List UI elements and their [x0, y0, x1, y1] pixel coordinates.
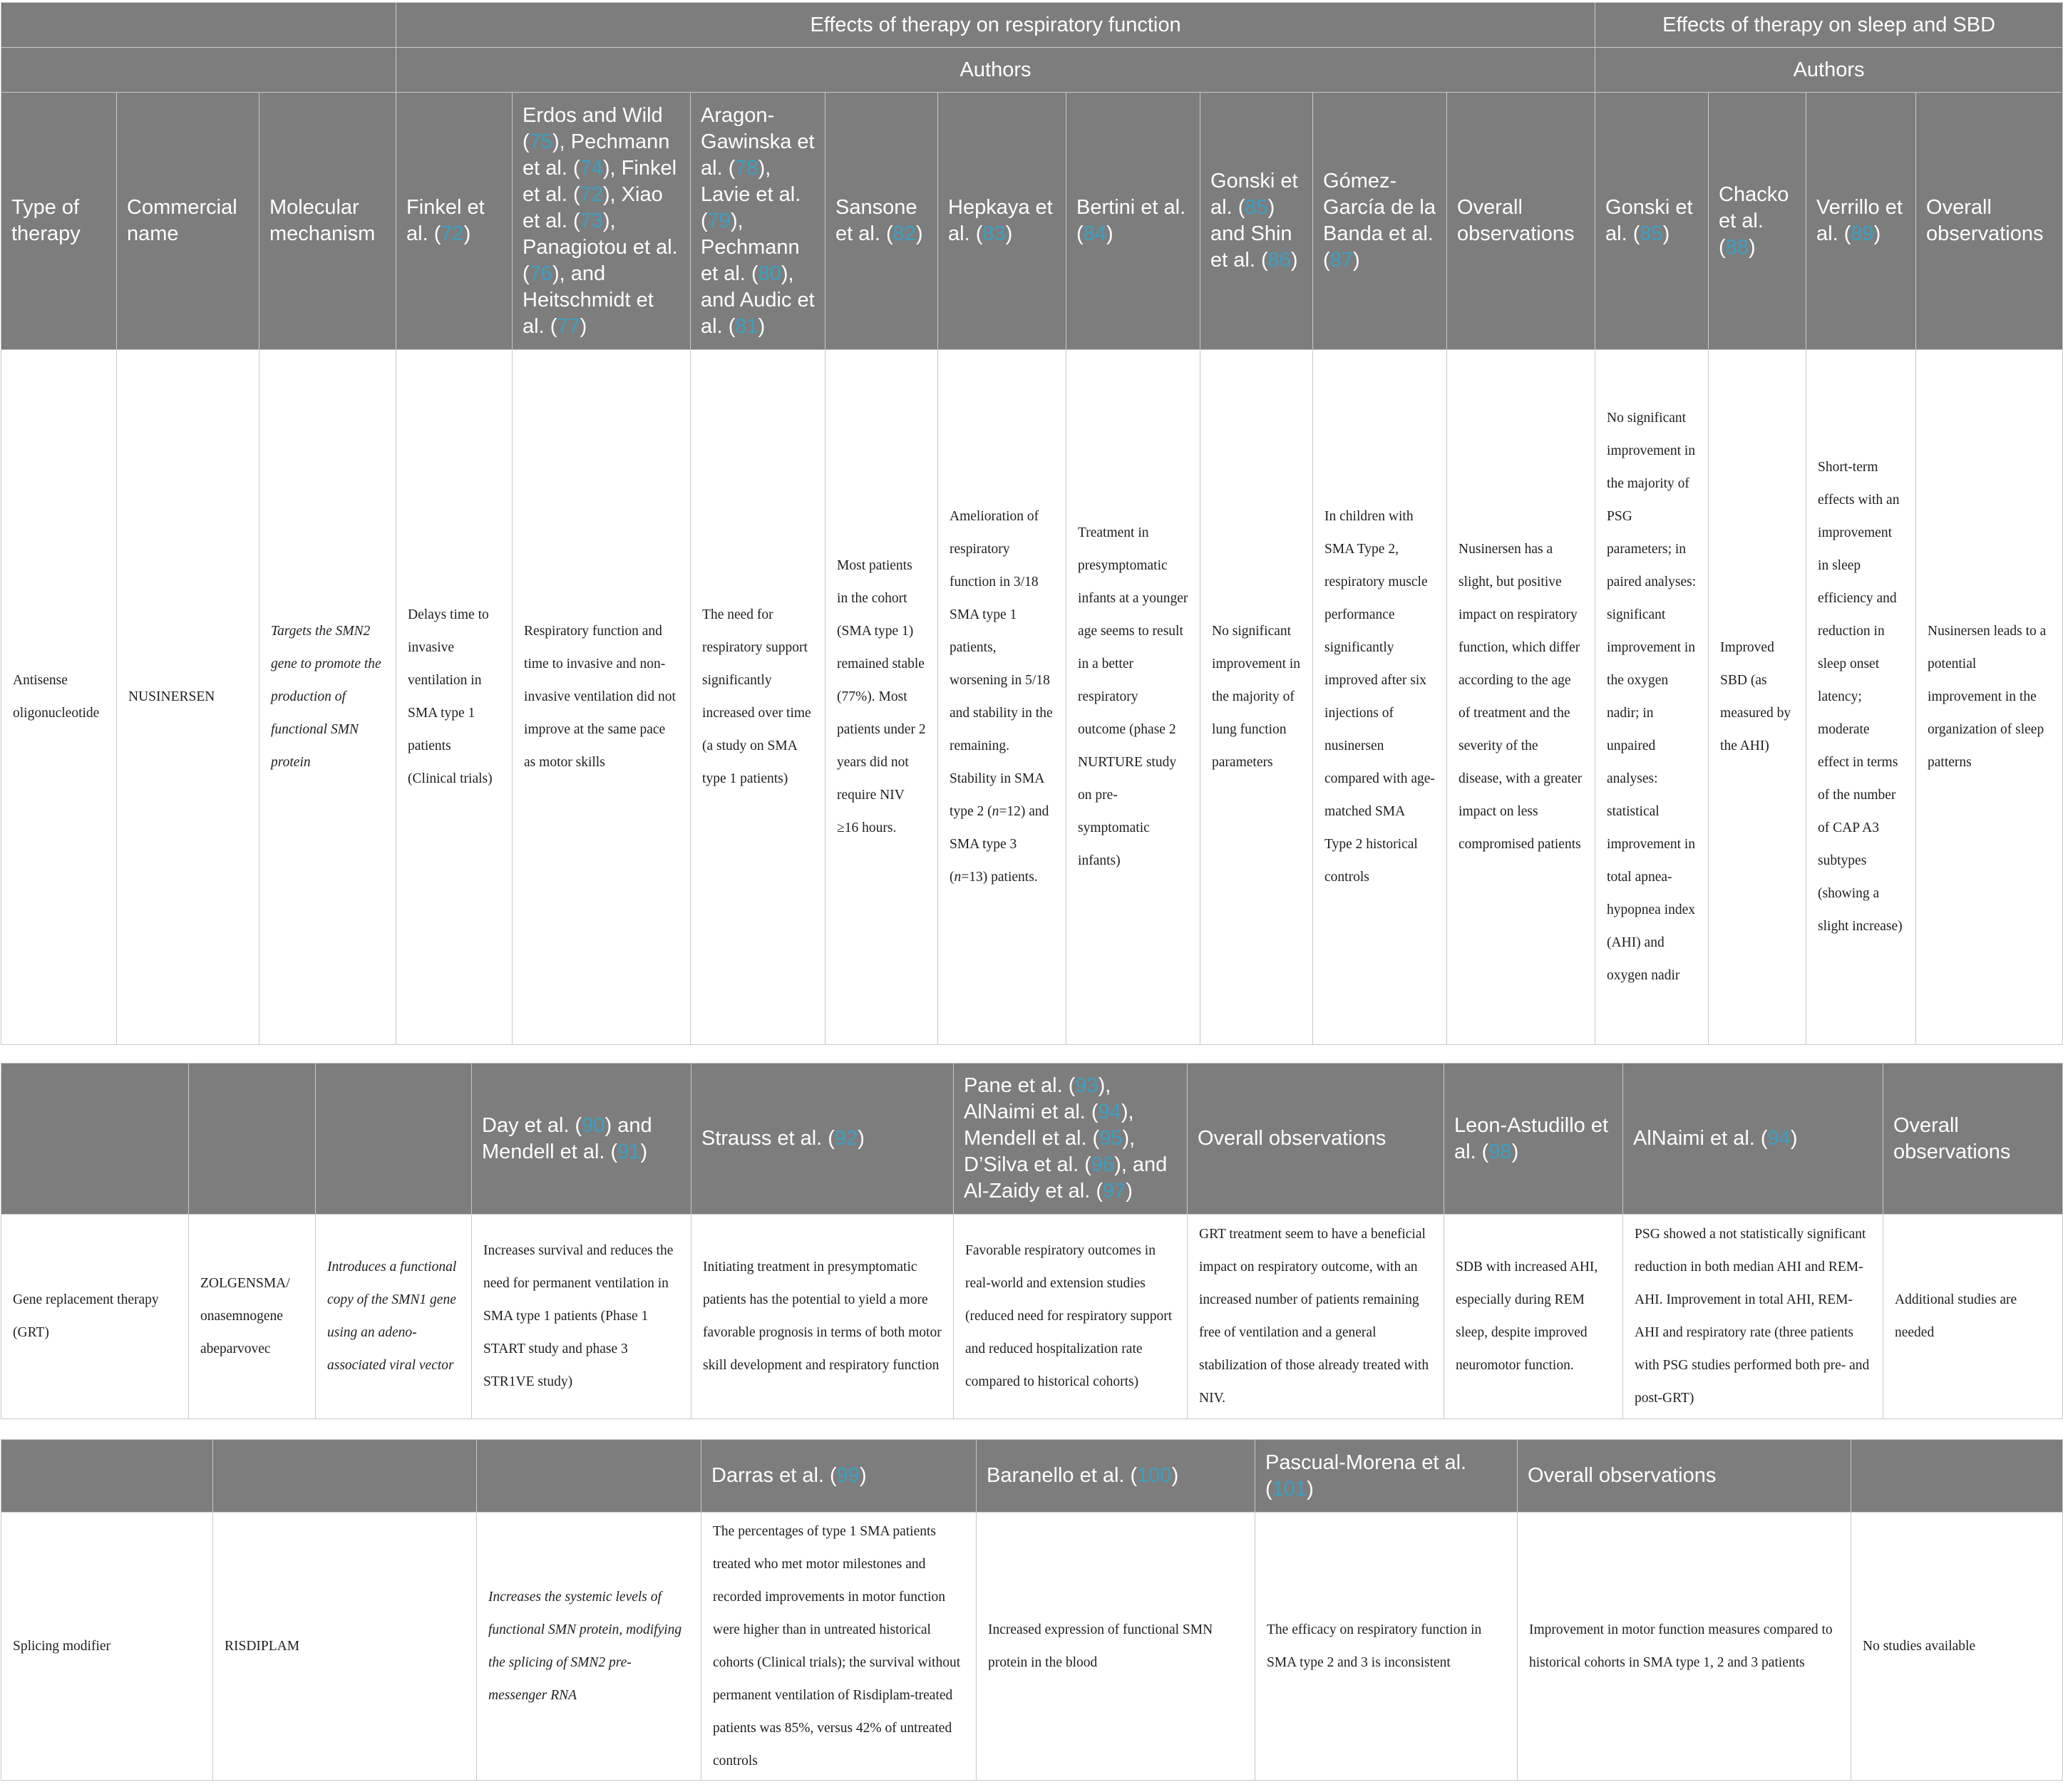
ref-link[interactable]: 73 [580, 209, 603, 232]
header-pascual-morena: Pascual-Morena et al. (101) [1255, 1440, 1518, 1513]
ref-link[interactable]: 101 [1272, 1477, 1307, 1500]
header-authors-sleep: Authors [1595, 48, 2063, 93]
cell-mechanism: Targets the SMN2 gene to promote the production of functional SMN protein [259, 350, 396, 1045]
cell-commercial: RISDIPLAM [213, 1513, 477, 1781]
ref-link[interactable]: 81 [735, 314, 758, 338]
header-aragon: Aragon-Gawinska et al. (78), Lavie et al. (79), Pechmann et al. (80), and Audic et al. (81) [691, 93, 825, 350]
header-sansone: Sansone et al. (82) [825, 93, 938, 350]
ref-link[interactable]: 76 [529, 262, 552, 285]
header-overall-sleep: Overall observations [1916, 93, 2063, 350]
ref-link[interactable]: 92 [834, 1127, 858, 1150]
header-alnaimi: AlNaimi et al. (94) [1623, 1064, 1883, 1215]
cell-day-mendell: Increases survival and reduces the need for permanent ventilation in SMA type 1 patients (Phase 1 START study and phase 3 STR1VE study) [472, 1215, 691, 1419]
header-baranello: Baranello et al. (100) [977, 1440, 1255, 1513]
header-gonski: Gonski et al. (85) [1595, 93, 1709, 350]
ref-link[interactable]: 74 [580, 156, 603, 180]
cell-sleep-no-studies: No studies available [1851, 1513, 2063, 1781]
ref-link[interactable]: 75 [529, 130, 552, 153]
therapy-table-risdiplam [1, 1439, 2063, 1781]
header-commercial-name: Commercial name [117, 93, 259, 350]
cell-gonski: No significant improvement in the majority of PSG parameters; in paired analyses: significant improvement in the oxygen nadir; in unpaired analyses: statistical improvement in total apnea-hypopnea index (AHI) and oxygen nadir [1595, 350, 1709, 1045]
ref-link[interactable]: 82 [892, 222, 916, 245]
cell-pascual-morena: The efficacy on respiratory function in SMA type 2 and 3 is inconsistent [1255, 1513, 1518, 1781]
cell-hepkaya: Amelioration of respiratory function in 3/18 SMA type 1 patients, worsening in 5/18 and stability in the remaining. Stability in SMA type 2 (n=12) and SMA type 3 (n=13) patients. [938, 350, 1066, 1045]
cell-type: Antisense oligonucleotide [1, 350, 117, 1045]
header-blank [1, 48, 396, 93]
cell-gomez: In children with SMA Type 2, respiratory muscle performance significantly improved after six injections of nusinersen compared with age-matched SMA Type 2 historical controls [1313, 350, 1447, 1045]
cell-type: Gene replacement therapy (GRT) [1, 1215, 189, 1419]
ref-link[interactable]: 85 [1640, 222, 1663, 245]
header-molecular-mechanism: Molecular mechanism [259, 93, 396, 350]
cell-type: Splicing modifier [1, 1513, 213, 1781]
ref-link[interactable]: 96 [1091, 1153, 1115, 1176]
cell-commercial: ZOLGENSMA/ onasemnogene abeparvovec [189, 1215, 316, 1419]
header-finkel: Finkel et al. (72) [396, 93, 513, 350]
header-gomez: Gómez-García de la Banda et al. (87) [1313, 93, 1447, 350]
ref-link[interactable]: 78 [735, 156, 758, 180]
ref-link[interactable]: 94 [1098, 1101, 1121, 1123]
ref-link[interactable]: 87 [1329, 249, 1353, 272]
cell-bertini: Treatment in presymptomatic infants at a younger age seems to result in a better respiratory outcome (phase 2 NURTURE study on pre-symptomatic infants) [1066, 350, 1200, 1045]
header-blank [1851, 1440, 2063, 1513]
ref-link[interactable]: 98 [1488, 1140, 1512, 1163]
header-blank [316, 1064, 472, 1215]
ref-link[interactable]: 77 [557, 314, 580, 338]
header-blank [1, 1440, 213, 1513]
cell-aragon: The need for respiratory support significantly increased over time (a study on SMA type 1 patients) [691, 350, 825, 1045]
ref-link[interactable]: 86 [1267, 249, 1291, 272]
header-erdos: Erdos and Wild (75), Pechmann et al. (74), Finkel et al. (72), Xiao et al. (73), Panagiotou et al. (76), and Heitschmidt et al. (77) [513, 93, 691, 350]
ref-link[interactable]: 94 [1767, 1127, 1791, 1150]
ref-link[interactable]: 84 [1083, 222, 1106, 245]
cell-erdos: Respiratory function and time to invasive and non-invasive ventilation did not improve at the same pace as motor skills [513, 350, 691, 1045]
table-row [1, 1215, 2063, 1419]
ref-link[interactable]: 99 [836, 1464, 860, 1487]
header-type-of-therapy: Type of therapy [1, 93, 117, 350]
header-overall-respiratory: Overall observations [1447, 93, 1595, 350]
header-blank [477, 1440, 701, 1513]
table-row [1, 1513, 2063, 1781]
ref-link[interactable]: 80 [758, 262, 781, 285]
cell-verrillo: Short-term effects with an improvement in sleep efficiency and reduction in sleep onset latency; moderate effect in terms of the number of CAP A3 subtypes (showing a slight increase) [1806, 350, 1916, 1045]
ref-link[interactable]: 95 [1099, 1127, 1123, 1150]
cell-mechanism: Increases the systemic levels of functional SMN protein, modifying the splicing of SMN2 pre-messenger RNA [477, 1513, 701, 1781]
cell-overall-sleep: Nusinersen leads to a potential improvement in the organization of sleep patterns [1916, 350, 2063, 1045]
cell-overall-respiratory: GRT treatment seem to have a beneficial impact on respiratory outcome, with an increased number of patients remaining free of ventilation and a general stabilization of those already treated with NIV. [1188, 1215, 1444, 1419]
header-overall-observations: Overall observations [1518, 1440, 1851, 1513]
ref-link[interactable]: 90 [582, 1113, 605, 1137]
ref-link[interactable]: 79 [707, 209, 731, 232]
table-row [1, 350, 2063, 1045]
header-pane: Pane et al. (93), AlNaimi et al. (94), Mendell et al. (95), D’Silva et al. (96), and Al-Zaidy et al. (97) [954, 1064, 1188, 1215]
cell-gonski-shin: No significant improvement in the majority of lung function parameters [1200, 350, 1313, 1045]
header-blank [1, 3, 396, 48]
header-blank [1, 1064, 189, 1215]
header-leon-astudillo: Leon-Astudillo et al. (98) [1444, 1064, 1623, 1215]
ref-link[interactable]: 72 [580, 182, 603, 206]
header-darras: Darras et al. (99) [701, 1440, 977, 1513]
ref-link[interactable]: 91 [617, 1140, 641, 1163]
ref-link[interactable]: 88 [1725, 235, 1749, 259]
cell-overall-sleep: Additional studies are needed [1883, 1215, 2063, 1419]
header-strauss: Strauss et al. (92) [691, 1064, 954, 1215]
cell-leon-astudillo: SDB with increased AHI, especially during REM sleep, despite improved neuromotor function. [1444, 1215, 1623, 1419]
ref-link[interactable]: 97 [1103, 1180, 1126, 1203]
cell-darras: The percentages of type 1 SMA patients treated who met motor milestones and recorded improvements in motor function were higher than in untreated historical cohorts (Clinical trials); the survival without permanent ventilation of Risdiplam-treated patients was 85%, versus 42% of untreated controls [701, 1513, 977, 1781]
cell-sansone: Most patients in the cohort (SMA type 1) remained stable (77%). Most patients under 2 years did not require NIV ≥16 hours. [825, 350, 938, 1045]
ref-link[interactable]: 100 [1137, 1464, 1172, 1487]
header-sleep-group: Effects of therapy on sleep and SBD [1595, 3, 2063, 48]
cell-strauss: Initiating treatment in presymptomatic patients has the potential to yield a more favorable prognosis in terms of both motor skill development and respiratory function [691, 1215, 954, 1419]
header-respiratory-group: Effects of therapy on respiratory function [396, 3, 1595, 48]
header-verrillo: Verrillo et al. (89) [1806, 93, 1916, 350]
header-blank [189, 1064, 316, 1215]
header-overall-respiratory: Overall observations [1188, 1064, 1444, 1215]
cell-alnaimi: PSG showed a not statistically significant reduction in both median AHI and REM-AHI. Improvement in total AHI, REM-AHI and respiratory rate (three patients with PSG studies performed both pre- and post-GRT) [1623, 1215, 1883, 1419]
ref-link[interactable]: 89 [1851, 222, 1874, 245]
cell-pane: Favorable respiratory outcomes in real-world and extension studies (reduced need for respiratory support and reduced hospitalization rate compared to historical cohorts) [954, 1215, 1188, 1419]
therapy-table-zolgensma [1, 1063, 2063, 1419]
cell-chacko: Improved SBD (as measured by the AHI) [1709, 350, 1806, 1045]
cell-overall-observations: Improvement in motor function measures compared to historical cohorts in SMA type 1, 2 and 3 patients [1518, 1513, 1851, 1781]
cell-overall-respiratory: Nusinersen has a slight, but positive impact on respiratory function, which differ according to the age of treatment and the severity of the disease, with a greater impact on less compromised patients [1447, 350, 1595, 1045]
cell-finkel: Delays time to invasive ventilation in SMA type 1 patients (Clinical trials) [396, 350, 513, 1045]
therapy-table-nusinersen [1, 2, 2063, 1045]
cell-baranello: Increased expression of functional SMN protein in the blood [977, 1513, 1255, 1781]
header-overall-sleep: Overall observations [1883, 1064, 2063, 1215]
ref-link[interactable]: 72 [441, 222, 464, 245]
header-day-mendell: Day et al. (90) and Mendell et al. (91) [472, 1064, 691, 1215]
header-gonski-shin: Gonski et al. (85) and Shin et al. (86) [1200, 93, 1313, 350]
header-blank [213, 1440, 477, 1513]
ref-link[interactable]: 93 [1075, 1074, 1099, 1097]
header-authors-respiratory: Authors [396, 48, 1595, 93]
cell-mechanism: Introduces a functional copy of the SMN1 gene using an adeno-associated viral vector [316, 1215, 472, 1419]
header-hepkaya: Hepkaya et al. (83) [938, 93, 1066, 350]
header-bertini: Bertini et al. (84) [1066, 93, 1200, 350]
ref-link[interactable]: 83 [982, 222, 1006, 245]
cell-commercial: NUSINERSEN [117, 350, 259, 1045]
ref-link[interactable]: 85 [1245, 196, 1268, 219]
header-chacko: Chacko et al. (88) [1709, 93, 1806, 350]
